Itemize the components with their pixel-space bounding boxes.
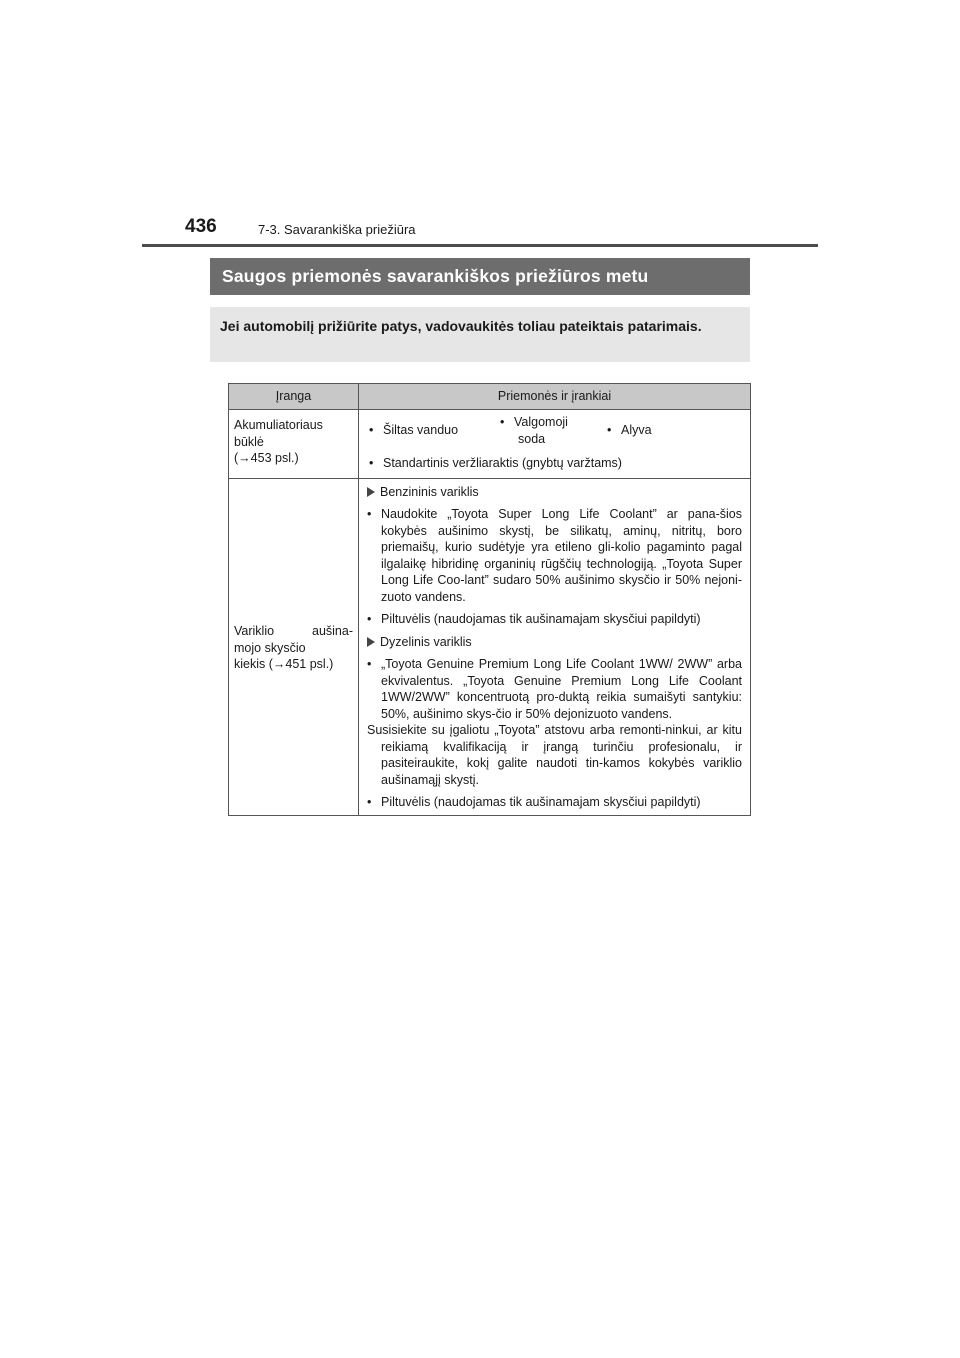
list-item-warm-water: • Šiltas vanduo: [369, 423, 459, 438]
table-row-coolant: [229, 478, 751, 815]
list-item-petrol-coolant: • Naudokite „Toyota Super Long Life Coolant” ar pana-šios kokybės aušinimo skystį, be silikatų, aminų, nitritų, boro priemaišų, kurio sudėtyje yra etileno gli-kolio pagaminto pagal ilgalaikę hibridinę organinių rūgščių technologiją. „Toyota Super Long Life Coo-lant” sudaro 50% aušinimo skysčio ir 50% nejoni-zuoto vandens.: [367, 507, 742, 604]
list-item-petrol-funnel: • Piltuvėlis (naudojamas tik aušinamajam skysčiui papildyti): [367, 612, 701, 626]
bullet-icon: •: [369, 456, 374, 470]
tools-table: [228, 383, 751, 816]
battery-tools-cell: [359, 410, 751, 479]
list-item-oil: • Alyva: [607, 423, 652, 438]
triangle-right-icon: [367, 487, 375, 497]
battery-tools-row: [367, 414, 742, 447]
bullet-icon: •: [367, 795, 372, 809]
coolant-item-line1: Variklio aušina-: [234, 624, 353, 639]
battery-item-line1: Akumuliatoriaus: [234, 418, 323, 432]
table-row-battery: [229, 410, 751, 479]
list-item-diesel-coolant: • „Toyota Genuine Premium Long Life Coolant 1WW/ 2WW” arba ekvivalentus. „Toyota Genuine Premium Long Life Coolant 1WW/2WW” koncentruotą pro-duktą reikia sumaišyti santykiu: 50%, aušinimo skys-čio ir 50% dejonizuoto vandens. Susisiekite su įgaliotu „Toyota” atstovu arba remonti-ninkui, ar kitu reikiamą kvalifikaciją ir įrangą turinčiu profesionalu, ir pasiteiraukite, kokį galite naudoti tin-kamos kokybės variklio aušinamąjį skystį.: [367, 657, 742, 787]
bullet-icon: •: [500, 415, 505, 429]
coolant-item-line2: mojo skysčio: [234, 640, 306, 655]
list-item-diesel-funnel: • Piltuvėlis (naudojamas tik aušinamajam skysčiui papildyti): [367, 795, 701, 809]
table-header-row: [229, 384, 751, 410]
header-equipment: Įranga: [229, 384, 359, 410]
list-item-wrench: • Standartinis veržliaraktis (gnybtų varžtams): [369, 456, 622, 470]
coolant-tools-cell: [359, 478, 751, 815]
petrol-engine-heading: Benzininis variklis: [367, 484, 742, 501]
bullet-icon: •: [367, 657, 372, 671]
header-divider: [142, 244, 818, 247]
section-label: 7-3. Savarankiška priežiūra: [258, 222, 416, 237]
bullet-icon: •: [369, 423, 374, 438]
bullet-icon: •: [367, 612, 372, 626]
battery-item-line2: būklė: [234, 434, 264, 449]
coolant-item-cell: [229, 478, 359, 815]
list-item-baking-soda: • Valgomoji soda: [500, 415, 568, 446]
intro-box: Jei automobilį prižiūrite patys, vadovaukitės toliau pateiktais patarimais.: [210, 307, 750, 362]
bullet-icon: •: [367, 507, 372, 521]
bullet-icon: •: [607, 423, 612, 438]
triangle-right-icon: [367, 637, 375, 647]
header-tools: Priemonės ir įrankiai: [359, 384, 751, 410]
page-number: 436: [185, 216, 217, 237]
battery-item-link: (→453 psl.): [234, 451, 299, 465]
section-title-banner: Saugos priemonės savarankiškos priežiūros metu: [210, 258, 750, 295]
battery-item-cell: [229, 410, 359, 479]
coolant-item-link: kiekis (→451 psl.): [234, 657, 334, 672]
diesel-engine-heading: Dyzelinis variklis: [367, 634, 742, 651]
